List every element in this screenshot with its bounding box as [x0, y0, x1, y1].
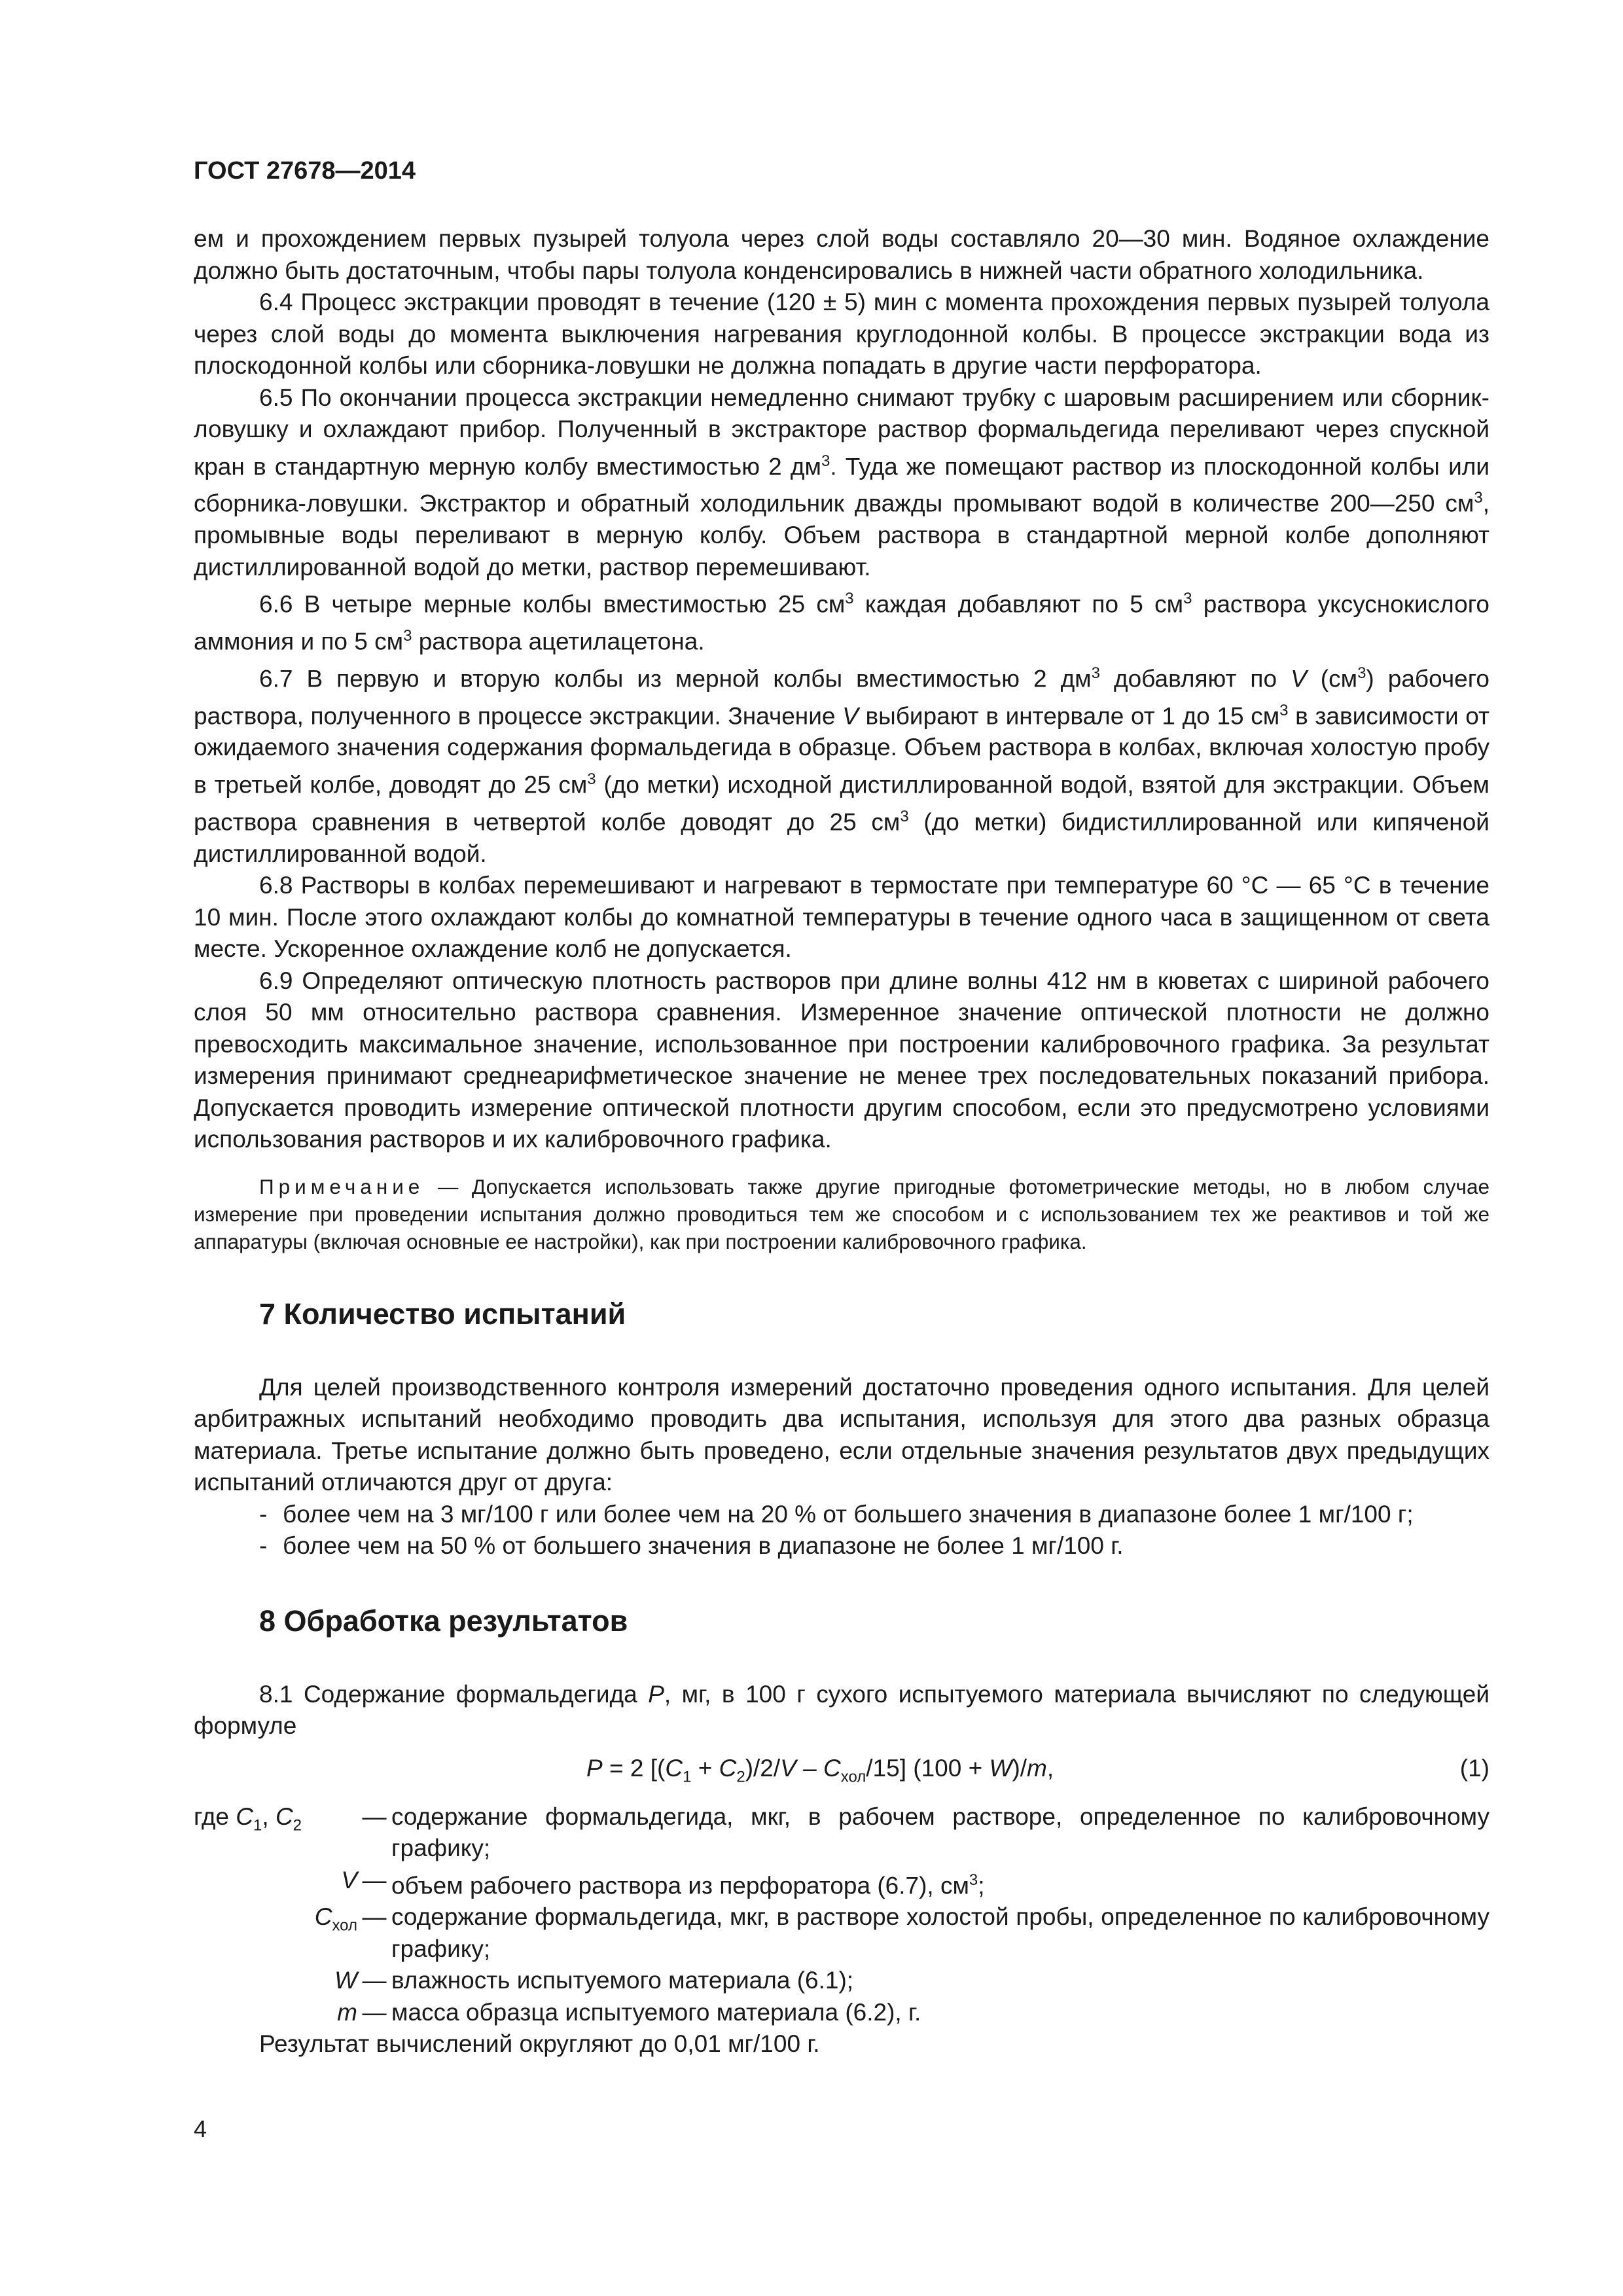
result-rounding-text: Результат вычислений округляют до 0,01 мг/100 г. — [259, 2030, 820, 2058]
page-number: 4 — [194, 2115, 207, 2142]
section6-body — [194, 223, 1489, 1156]
paragraph-6-5: 6.5 По окончании процесса экстракции немедленно снимают трубку с шаровым расширением или сборник-ловушку и охлаждают прибор. Полученный в экстракторе раствор формальдегида переливают через спускной кран в стандартную мерную колбу вместимостью 2 $дм^3$. Туда же помещают раствор из плоскодонной колбы или сборника-ловушки. Экстрактор и обратный холодильник дважды промывают водой в количестве 200—250 $см^3$, промывные воды переливают в мерную колбу. Объем раствора в стандартной мерной колбе дополняют дистиллированной водой до метки, раствор перемешивают. — [194, 384, 1489, 581]
standard-header: ГОСТ 27678—2014 — [194, 157, 416, 185]
formula-number: (1) — [1459, 1754, 1489, 1782]
paragraph-6-4: 6.4 Процесс экстракции проводят в течение (120 ± 5) мин с момента прохождения первых пузырей толуола через слой воды до момента выключения нагревания круглодонной колбы. В процессе экстракции вода из плоскодонной колбы или сборника-ловушки не должна попадать в другие части перфоратора. — [194, 289, 1489, 379]
legend-m: m — масса образца испытуемого материала (6.2), г. — [337, 1998, 921, 2026]
legend-w: W — влажность испытуемого материала (6.1); — [334, 1967, 854, 1994]
paragraph-6-8: 6.8 Растворы в колбах перемешивают и нагревают в термостате при температуре 60 °С — 65 °С в течение 10 мин. После этого охлаждают колбы до комнатной температуры в течение одного часа в защищенном от света месте. Ускоренное охлаждение колб не допускается. — [194, 872, 1489, 963]
note-text: — Допускается использовать также другие пригодные фотометрические методы, но в любом случае измерение при проведении испытания должно проводиться тем же способом и с использованием тех же реактивов и той же аппаратуры (включая основные ее настройки), как при построении калибровочного графика. — [194, 1174, 1489, 1253]
paragraph-6-6: 6.6 В четыре мерные колбы вместимостью 25 $см^3$ каждая добавляют по 5 $см^3$ раствора уксуснокислого аммония и по 5 $см^3$ раствора ацетилацетона. — [194, 590, 1489, 655]
continuation-paragraph: ем и прохождением первых пузырей толуола через слой воды составляло 20—30 мин. Водяное охлаждение должно быть достаточным, чтобы пары толуола конденсировались в нижней части обратного холодильника. — [194, 225, 1489, 284]
note-block — [194, 1173, 1489, 1255]
section7-body — [194, 1372, 1489, 1562]
legend-c1-c2: где $C_1$, $C_2$ — содержание формальдегида, мкг, в рабочем растворе, определенное по калибровочному графику; — [194, 1803, 1489, 1862]
section-7-list — [194, 1499, 1489, 1562]
section-7-paragraph: Для целей производственного контроля измерений достаточно проведения одного испытания. Для целей арбитражных испытаний необходимо проводить два испытания, используя для этого два разных образца материала. Третье испытание должно быть проведено, если отдельные значения результатов двух предыдущих испытаний отличаются друг от друга: — [194, 1373, 1489, 1496]
legend-c-hol: $C_{хол}$ — содержание формальдегида, мкг, в растворе холостой пробы, определенное по калибровочному графику; — [314, 1903, 1489, 1962]
section-8-title: 8 Обработка результатов — [259, 1604, 628, 1638]
list-item: - более чем на 50 % от большего значения в диапазоне не более 1 мг/100 г. — [259, 1532, 1124, 1560]
note-label: Примечание — [259, 1174, 425, 1198]
paragraph-6-7: 6.7 В первую и вторую колбы из мерной колбы вместимостью 2 $дм^3$ добавляют по V $(см^3)$ рабочего раствора, полученного в процессе экстракции. Значение V выбирают в интервале от 1 до 15 $см^3$ в зависимости от ожидаемого значения содержания формальдегида в образце. Объем раствора в колбах, включая холостую пробу в третьей колбе, доводят до 25 $см^3$ (до метки) исходной дистиллированной водой, взятой для экстракции. Объем раствора сравнения в четвертой колбе доводят до 25 $см^3$ (до метки) бидистиллированной или кипяченой дистиллированной водой. — [194, 664, 1489, 867]
paragraph-8-1: 8.1 Содержание формальдегида P, мг, в 100 г сухого испытуемого материала вычисляют по следующей формуле — [194, 1680, 1489, 1740]
section8-body — [194, 1679, 1489, 1742]
section-7-title: 7 Количество испытаний — [259, 1297, 626, 1331]
paragraph-6-9: 6.9 Определяют оптическую плотность растворов при длине волны 412 нм в кюветах с шириной рабочего слоя 50 мм относительно раствора сравнения. Измеренное значение оптической плотности не должно превосходить максимальное значение, использованное при построении калибровочного графика. За результат измерения принимают среднеарифметическое значение не менее трех последовательных показаний прибора. Допускается проводить измерение оптической плотности другим способом, если это предусмотрено условиями использования растворов и их калибровочного графика. — [194, 967, 1489, 1153]
formula-expression: P = 2 $[(C_1 + C_2)/2/V - C_{хол}/15] (100 + W)/m$, — [586, 1754, 1054, 1786]
legend-v: V — объем рабочего раствора из перфоратора (6.7), $см^3$; — [341, 1866, 985, 1899]
list-item: - более чем на 3 мг/100 г или более чем на 20 % от большего значения в диапазоне более 1 мг/100 г; — [259, 1500, 1414, 1528]
formula-legend — [194, 1801, 1489, 2060]
document-page — [194, 157, 1489, 2060]
formula-1 — [194, 1749, 1489, 1789]
